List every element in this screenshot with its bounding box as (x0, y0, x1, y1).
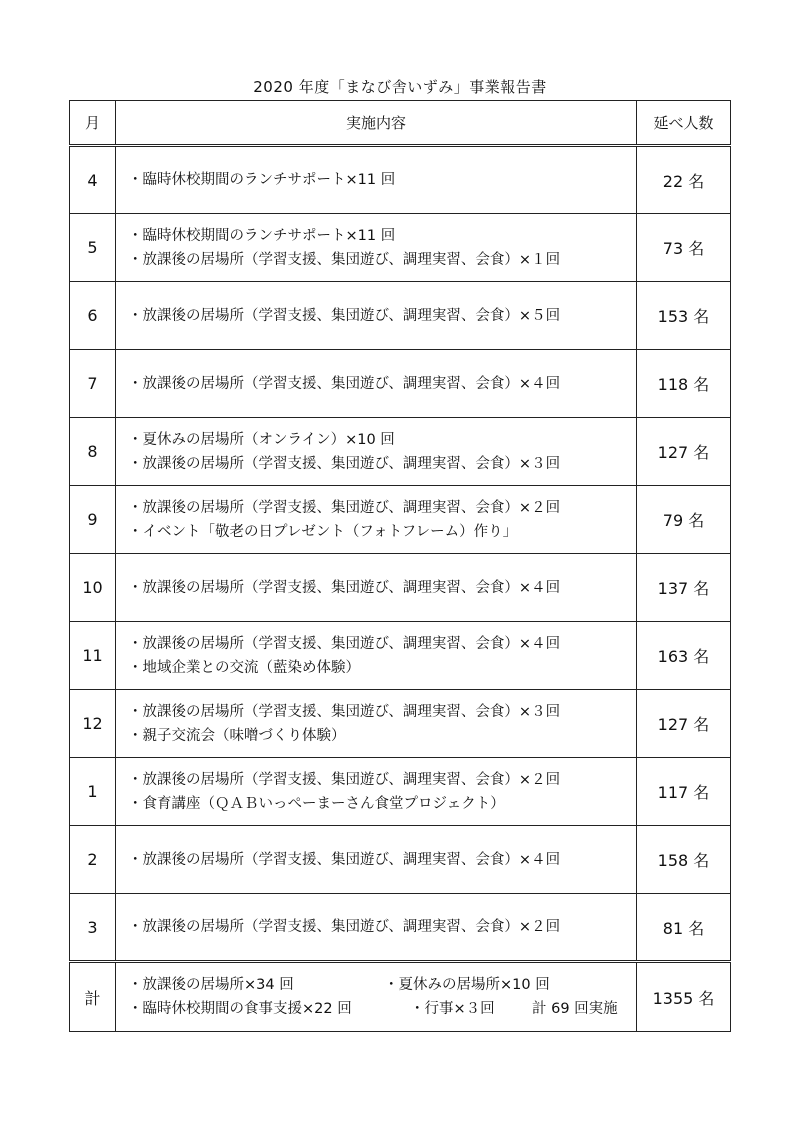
report-table (69, 100, 731, 1032)
header-row (70, 101, 731, 146)
content-cell (116, 350, 637, 418)
total-item: ・放課後の居場所×34 回 (128, 977, 294, 993)
content-line: ・親子交流会（味噌づくり体験） (128, 727, 346, 744)
month-cell: 5 (70, 214, 116, 282)
count-cell: 22 名 (637, 146, 731, 214)
table-row (70, 554, 731, 622)
content-line: ・放課後の居場所（学習支援、集団遊び、調理実習、会食）×４回 (128, 851, 561, 868)
content-line: ・放課後の居場所（学習支援、集団遊び、調理実習、会食）×４回 (128, 375, 561, 392)
total-line-1 (128, 973, 636, 997)
month-cell: 7 (70, 350, 116, 418)
content-line: ・放課後の居場所（学習支援、集団遊び、調理実習、会食）×２回 (128, 919, 561, 935)
count-cell: 127 名 (637, 690, 731, 758)
content-line: ・放課後の居場所（学習支援、集団遊び、調理実習、会食）×２回 (128, 771, 561, 788)
count-cell: 163 名 (637, 622, 731, 690)
count-cell: 81 名 (637, 894, 731, 962)
content-line: ・臨時休校期間のランチサポート×11 回 (128, 172, 396, 188)
content-cell (116, 282, 637, 350)
table-row (70, 282, 731, 350)
count-cell: 127 名 (637, 418, 731, 486)
content-cell (116, 418, 637, 486)
count-cell: 153 名 (637, 282, 731, 350)
month-cell: 11 (70, 622, 116, 690)
table-row (70, 894, 731, 962)
total-line-2 (128, 997, 636, 1021)
content-line: ・臨時休校期間のランチサポート×11 回 (128, 227, 396, 244)
month-cell: 10 (70, 554, 116, 622)
count-cell: 117 名 (637, 758, 731, 826)
count-cell: 137 名 (637, 554, 731, 622)
total-count-cell: 1355 名 (637, 962, 731, 1032)
header-content: 実施内容 (116, 101, 637, 146)
count-cell: 118 名 (637, 350, 731, 418)
content-cell (116, 826, 637, 894)
content-cell (116, 894, 637, 962)
content-line: ・放課後の居場所（学習支援、集団遊び、調理実習、会食）×５回 (128, 307, 561, 324)
count-cell: 73 名 (637, 214, 731, 282)
content-line: ・食育講座（ＱＡＢいっぺーまーさん食堂プロジェクト） (128, 795, 505, 812)
month-cell: 6 (70, 282, 116, 350)
header-month: 月 (70, 101, 116, 146)
month-cell: 1 (70, 758, 116, 826)
content-cell (116, 690, 637, 758)
document-title: 2020 年度「まなび舎いずみ」事業報告書 (253, 78, 547, 96)
header-count: 延べ人数 (637, 101, 731, 146)
table-row (70, 690, 731, 758)
table-row (70, 486, 731, 554)
count-cell: 79 名 (637, 486, 731, 554)
count-cell: 158 名 (637, 826, 731, 894)
total-item: ・行事×３回 (410, 1001, 495, 1017)
content-cell (116, 554, 637, 622)
content-line: ・地域企業との交流（藍染め体験） (128, 659, 360, 676)
month-cell: 3 (70, 894, 116, 962)
content-line: ・放課後の居場所（学習支援、集団遊び、調理実習、会食）×１回 (128, 251, 561, 268)
table-row (70, 146, 731, 214)
total-content-cell (116, 962, 637, 1032)
content-line: ・放課後の居場所（学習支援、集団遊び、調理実習、会食）×４回 (128, 635, 561, 652)
table-row (70, 758, 731, 826)
content-line: ・放課後の居場所（学習支援、集団遊び、調理実習、会食）×３回 (128, 455, 561, 472)
content-line: ・放課後の居場所（学習支援、集団遊び、調理実習、会食）×３回 (128, 703, 561, 720)
table-row (70, 350, 731, 418)
content-cell (116, 146, 637, 214)
content-line: ・放課後の居場所（学習支援、集団遊び、調理実習、会食）×４回 (128, 579, 561, 596)
month-cell: 2 (70, 826, 116, 894)
content-line: ・イベント「敬老の日プレゼント（フォトフレーム）作り」 (128, 523, 518, 540)
total-item: ・臨時休校期間の食事支援×22 回 (128, 1001, 352, 1017)
month-cell: 9 (70, 486, 116, 554)
month-cell: 12 (70, 690, 116, 758)
content-line: ・放課後の居場所（学習支援、集団遊び、調理実習、会食）×２回 (128, 499, 561, 516)
total-label-cell: 計 (70, 962, 116, 1032)
content-cell (116, 758, 637, 826)
content-line: ・夏休みの居場所（オンライン）×10 回 (128, 431, 395, 448)
table-row (70, 214, 731, 282)
table-row (70, 826, 731, 894)
total-row (70, 962, 731, 1032)
content-cell (116, 214, 637, 282)
content-cell (116, 622, 637, 690)
month-cell: 4 (70, 146, 116, 214)
content-cell (116, 486, 637, 554)
table-row (70, 622, 731, 690)
total-summary: 計 69 回実施 (532, 1001, 618, 1017)
total-item: ・夏休みの居場所×10 回 (384, 977, 550, 993)
table-row (70, 418, 731, 486)
month-cell: 8 (70, 418, 116, 486)
